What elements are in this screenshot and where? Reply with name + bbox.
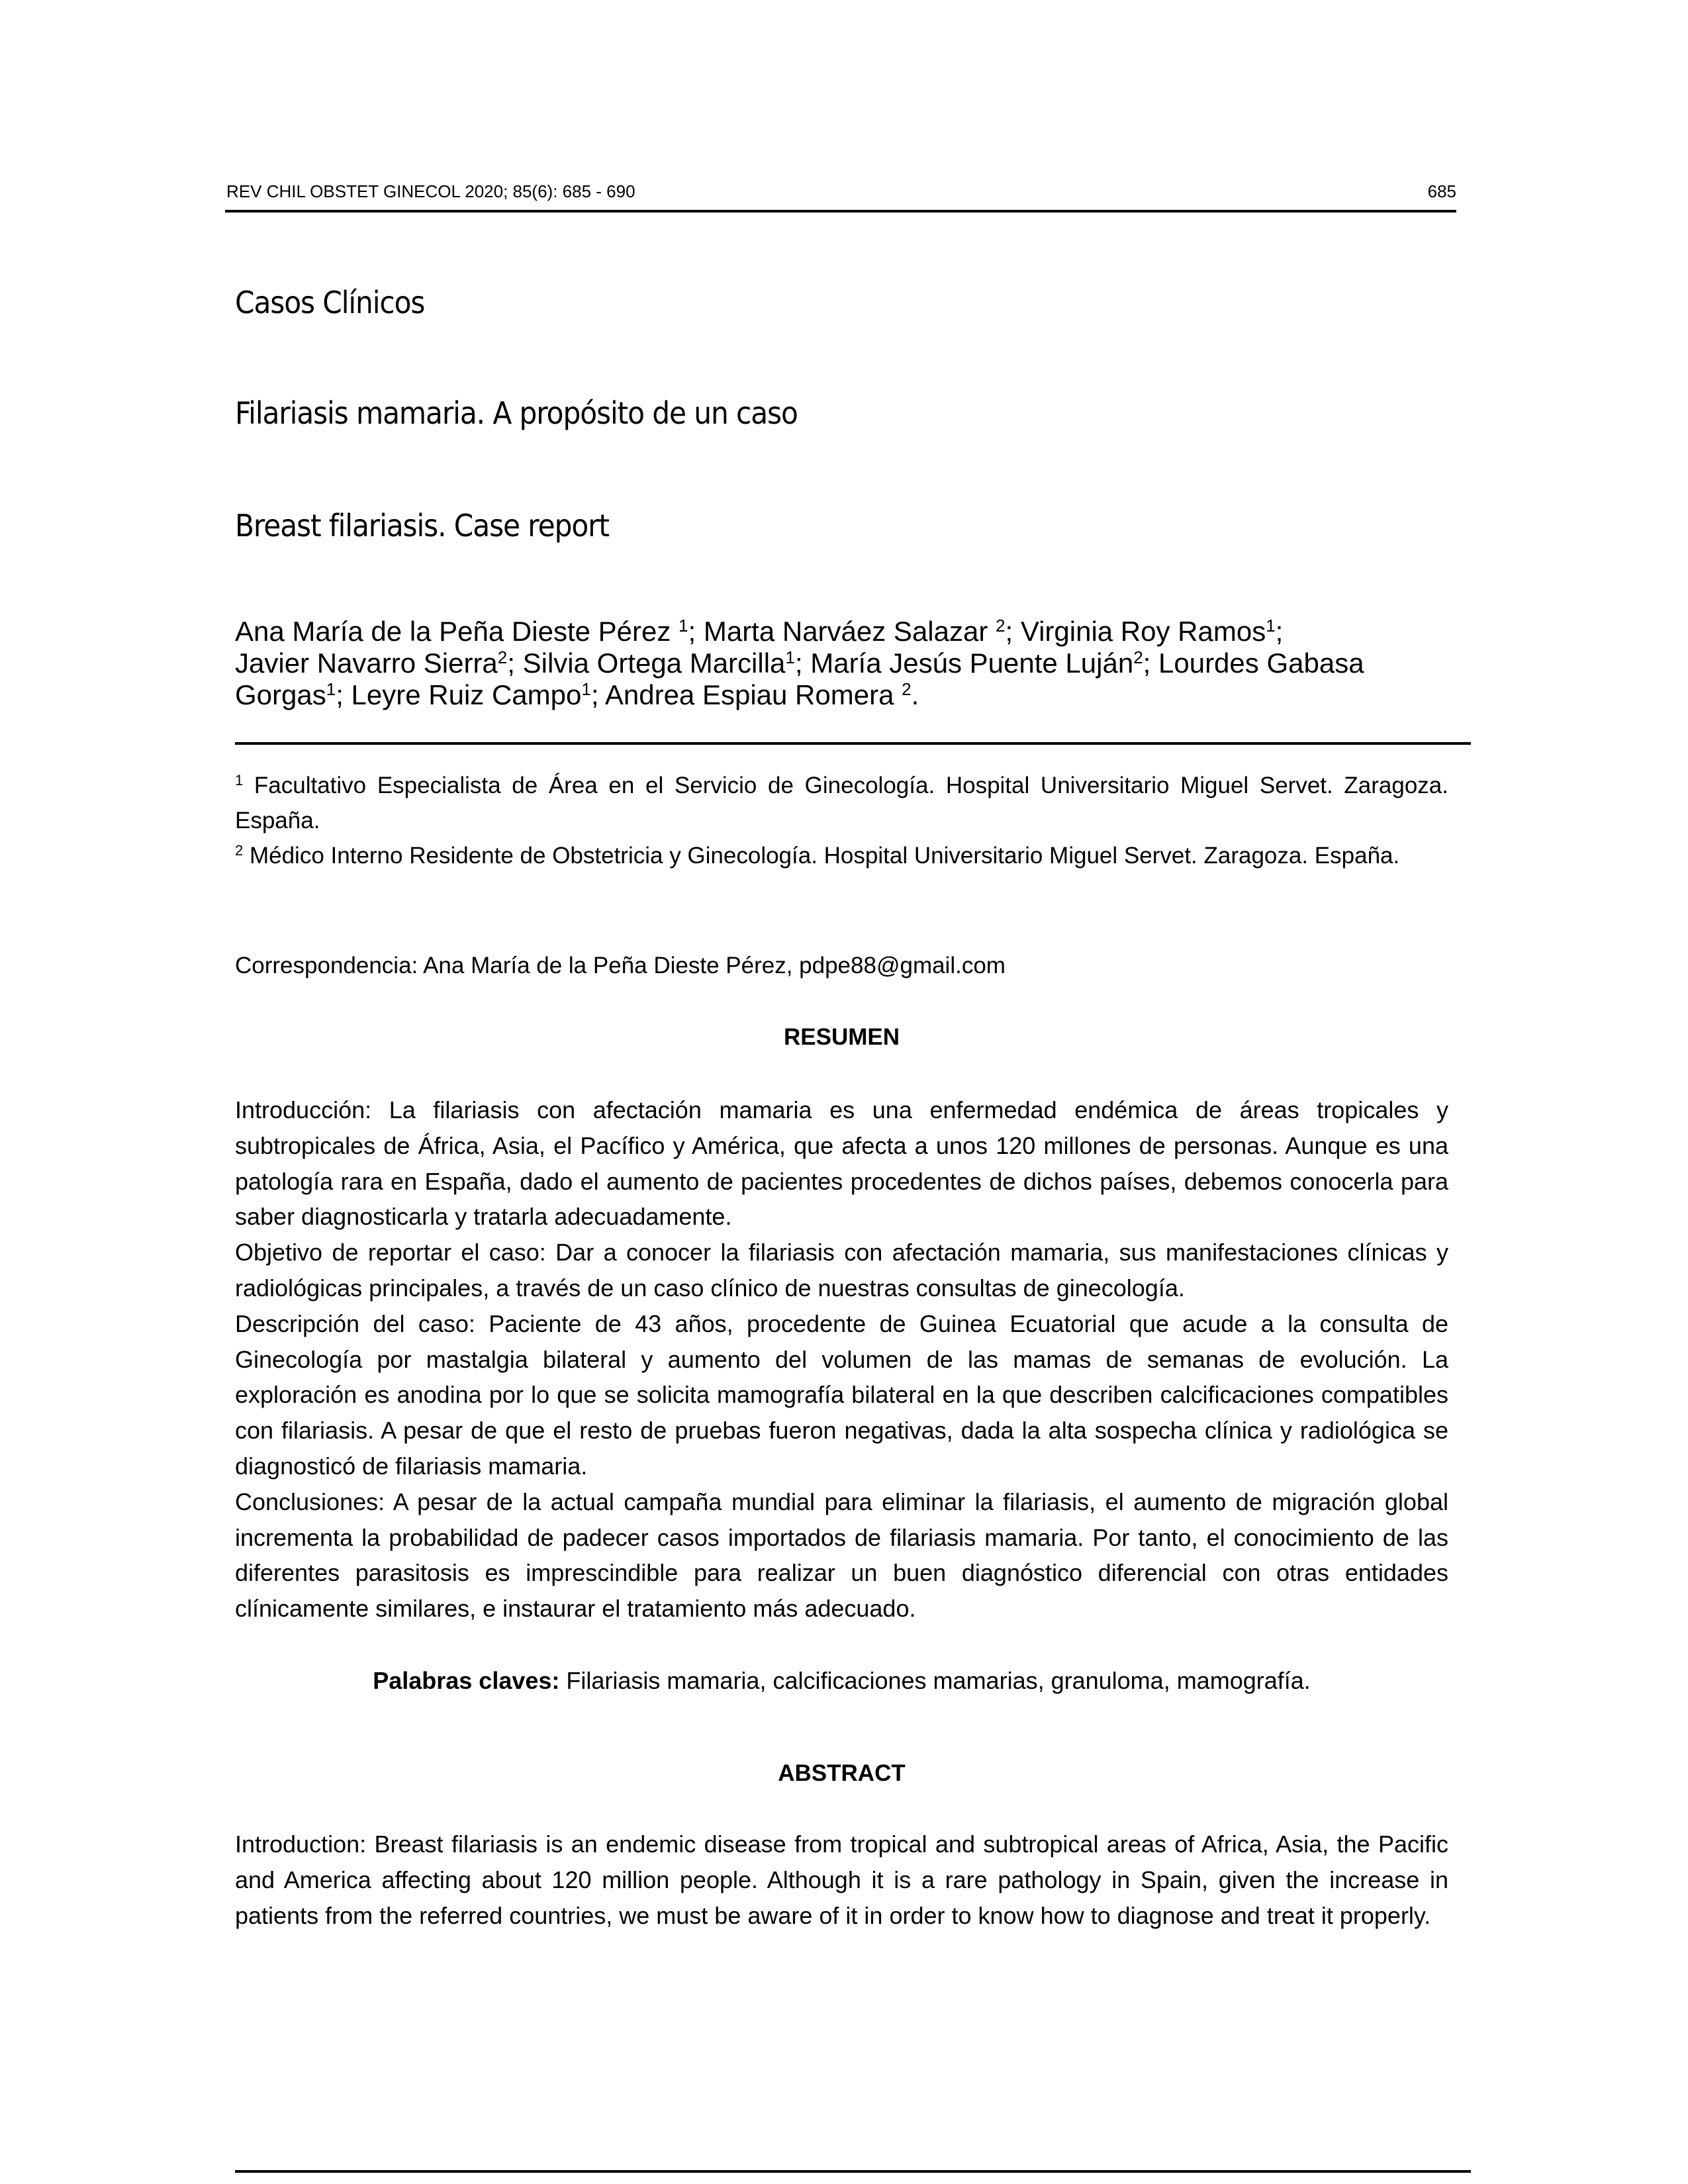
- affiliation-2: $^2$ Médico Interno Residente de Obstetricia y Ginecología. Hospital Universitario Miguel Servet. Zaragoza. España.: [235, 842, 1400, 869]
- author: Javier Navarro Sierra$^2$;: [235, 647, 523, 679]
- section-label: Casos Clínicos: [235, 285, 425, 320]
- keywords-label: Palabras claves:: [373, 1667, 560, 1694]
- author: María Jesús Puente Luján$^2$;: [810, 647, 1158, 679]
- resumen-case-description: Descripción del caso: Paciente de 43 años, procedente de Guinea Ecuatorial que acude a la consulta de Ginecología por mastalgia bilateral y aumento del volumen de las mamas de semanas de evolución. La exploración es anodina por lo que se solicita mamografía bilateral en la que describen calcificaciones compatibles con filariasis. A pesar de que el resto de pruebas fueron negativas, dada la alta sospecha clínica y radiológica se diagnosticó de filariasis mamaria.: [235, 1309, 1448, 1480]
- article-title-spanish: Filariasis mamaria. A propósito de un caso: [235, 395, 798, 431]
- resumen-conclusions: Conclusiones: A pesar de la actual campaña mundial para eliminar la filariasis, el aumento de migración global incrementa la probabilidad de padecer casos importados de filariasis mamaria. Por tanto, el conocimiento de las diferentes parasitosis es imprescindible para realizar un buen diagnóstico diferencial con otras entidades clínicamente similares, e instaurar el tratamiento más adecuado.: [235, 1488, 1448, 1623]
- keywords-list: Filariasis mamaria, calcificaciones mamarias, granuloma, mamografía.: [559, 1667, 1311, 1694]
- author-list: [235, 616, 1453, 711]
- affiliation-1: $^1$ Facultativo Especialista de Área en el Servicio de Ginecología. Hospital Universitario Miguel Servet. Zaragoza. España.: [235, 772, 1448, 833]
- abstract-introduction: Introduction: Breast filariasis is an endemic disease from tropical and subtropical areas of Africa, Asia, the Pacific and America affecting about 120 million people. Although it is a rare pathology in Spain, given the increase in patients from the referred countries, we must be aware of it in order to know how to diagnose and treat it properly.: [235, 1830, 1448, 1929]
- author: Lourdes Gabasa Gorgas$^1$;: [235, 647, 1364, 710]
- author: Leyre Ruiz Campo$^1$;: [351, 679, 605, 710]
- footer-rule: [235, 2170, 1471, 2173]
- author: Ana María de la Peña Dieste Pérez $^1$;: [235, 616, 704, 647]
- keywords: [235, 1663, 1448, 1698]
- resumen-heading: RESUMEN: [783, 1024, 900, 1050]
- journal-citation: REV CHIL OBSTET GINECOL 2020; 85(6): 685 - 690: [226, 181, 635, 201]
- resumen-body: [235, 1092, 1448, 1627]
- header-rule: [225, 210, 1456, 213]
- author: Andrea Espiau Romera $^2$.: [604, 679, 919, 710]
- running-header: [226, 180, 1456, 203]
- article-title-english: Breast filariasis. Case report: [235, 508, 609, 544]
- author: Virginia Roy Ramos$^1$;: [1020, 616, 1284, 647]
- author: Marta Narváez Salazar $^2$;: [703, 616, 1021, 647]
- page-number: 685: [1427, 181, 1456, 201]
- author: Silvia Ortega Marcilla$^1$;: [522, 647, 811, 679]
- authors-rule: [235, 742, 1471, 745]
- correspondence: Correspondencia: Ana María de la Peña Dieste Pérez, pdpe88@gmail.com: [235, 953, 1006, 978]
- abstract-heading: ABSTRACT: [778, 1760, 906, 1786]
- affiliations: [235, 768, 1448, 873]
- resumen-introduction: Introducción: La filariasis con afectación mamaria es una enfermedad endémica de áreas tropicales y subtropicales de África, Asia, el Pacífico y América, que afecta a unos 120 millones de personas. Aunque es una patología rara en España, dado el aumento de pacientes procedentes de dichos países, debemos conocerla para saber diagnosticarla y tratarla adecuadamente.: [235, 1096, 1448, 1231]
- resumen-objective: Objetivo de reportar el caso: Dar a conocer la filariasis con afectación mamaria, sus manifestaciones clínicas y radiológicas principales, a través de un caso clínico de nuestras consultas de ginecología.: [235, 1239, 1448, 1302]
- abstract-body: [235, 1827, 1448, 1933]
